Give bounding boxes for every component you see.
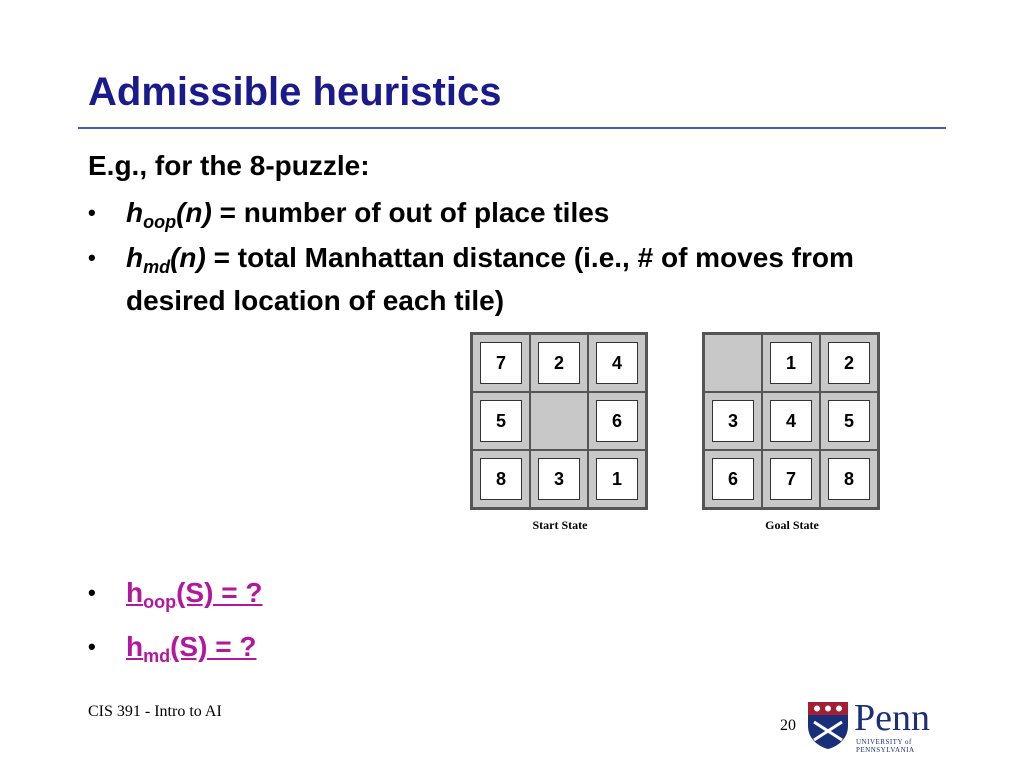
start-state-grid <box>470 332 648 510</box>
puzzle-tile: 2 <box>538 342 580 384</box>
goal-state-grid <box>702 332 880 510</box>
start-state-caption: Start State <box>532 518 588 532</box>
puzzle-tile: 4 <box>770 400 812 442</box>
bullet-text: $h_{oop}(n)$ = number of out of place tiles <box>126 197 610 232</box>
puzzle-cell <box>762 392 820 450</box>
puzzle-blank-cell <box>704 334 762 392</box>
puzzle-cell <box>472 334 530 392</box>
page-number: 20 <box>780 717 796 734</box>
penn-logo <box>806 697 956 754</box>
penn-shield-icon <box>806 700 850 750</box>
question-link[interactable]: $h_{oop}(S)$ = ? <box>126 577 263 612</box>
puzzle-tile: 3 <box>712 400 754 442</box>
puzzle-cell <box>530 450 588 508</box>
puzzle-cell <box>588 392 646 450</box>
bullet-dot: • <box>88 200 96 225</box>
puzzle-tile: 1 <box>770 342 812 384</box>
penn-university-text: UNIVERSITY of PENNSYLVANIA <box>856 738 915 754</box>
bullet-dot: • <box>88 580 96 605</box>
bullet-text: $h_{md}(n)$ = total Manhattan distance (i.e., # of moves from desired location of each tile) <box>126 242 854 316</box>
puzzle-tile: 6 <box>712 458 754 500</box>
puzzle-cell <box>762 334 820 392</box>
puzzle-cell <box>820 334 878 392</box>
puzzle-cell <box>820 450 878 508</box>
puzzle-cell <box>704 450 762 508</box>
puzzle-cell <box>762 450 820 508</box>
puzzle-tile: 7 <box>480 342 522 384</box>
puzzle-blank-cell <box>530 392 588 450</box>
puzzle-tile: 8 <box>480 458 522 500</box>
bullet-dot: • <box>88 634 96 659</box>
puzzle-tile: 4 <box>596 342 638 384</box>
puzzle-cell <box>588 334 646 392</box>
puzzle-tile: 2 <box>828 342 870 384</box>
puzzle-cell <box>472 392 530 450</box>
puzzle-tile: 3 <box>538 458 580 500</box>
puzzle-tile: 5 <box>828 400 870 442</box>
puzzle-tile: 8 <box>828 458 870 500</box>
puzzle-tile: 5 <box>480 400 522 442</box>
question-link[interactable]: $h_{md}(S)$ = ? <box>126 631 257 666</box>
puzzle-tile: 1 <box>596 458 638 500</box>
puzzle-cell <box>588 450 646 508</box>
penn-wordmark: Penn <box>854 697 930 739</box>
bullet-dot: • <box>88 245 96 270</box>
puzzle-cell <box>820 392 878 450</box>
title-divider <box>78 127 946 129</box>
intro-text: E.g., for the 8-puzzle: <box>88 150 370 181</box>
puzzle-tile: 7 <box>770 458 812 500</box>
goal-state-caption: Goal State <box>765 518 819 532</box>
puzzle-cell <box>472 450 530 508</box>
course-footer: CIS 391 - Intro to AI <box>88 703 222 720</box>
puzzle-tile: 6 <box>596 400 638 442</box>
puzzle-cell <box>530 334 588 392</box>
puzzle-cell <box>704 392 762 450</box>
slide-title: Admissible heuristics <box>88 70 502 114</box>
